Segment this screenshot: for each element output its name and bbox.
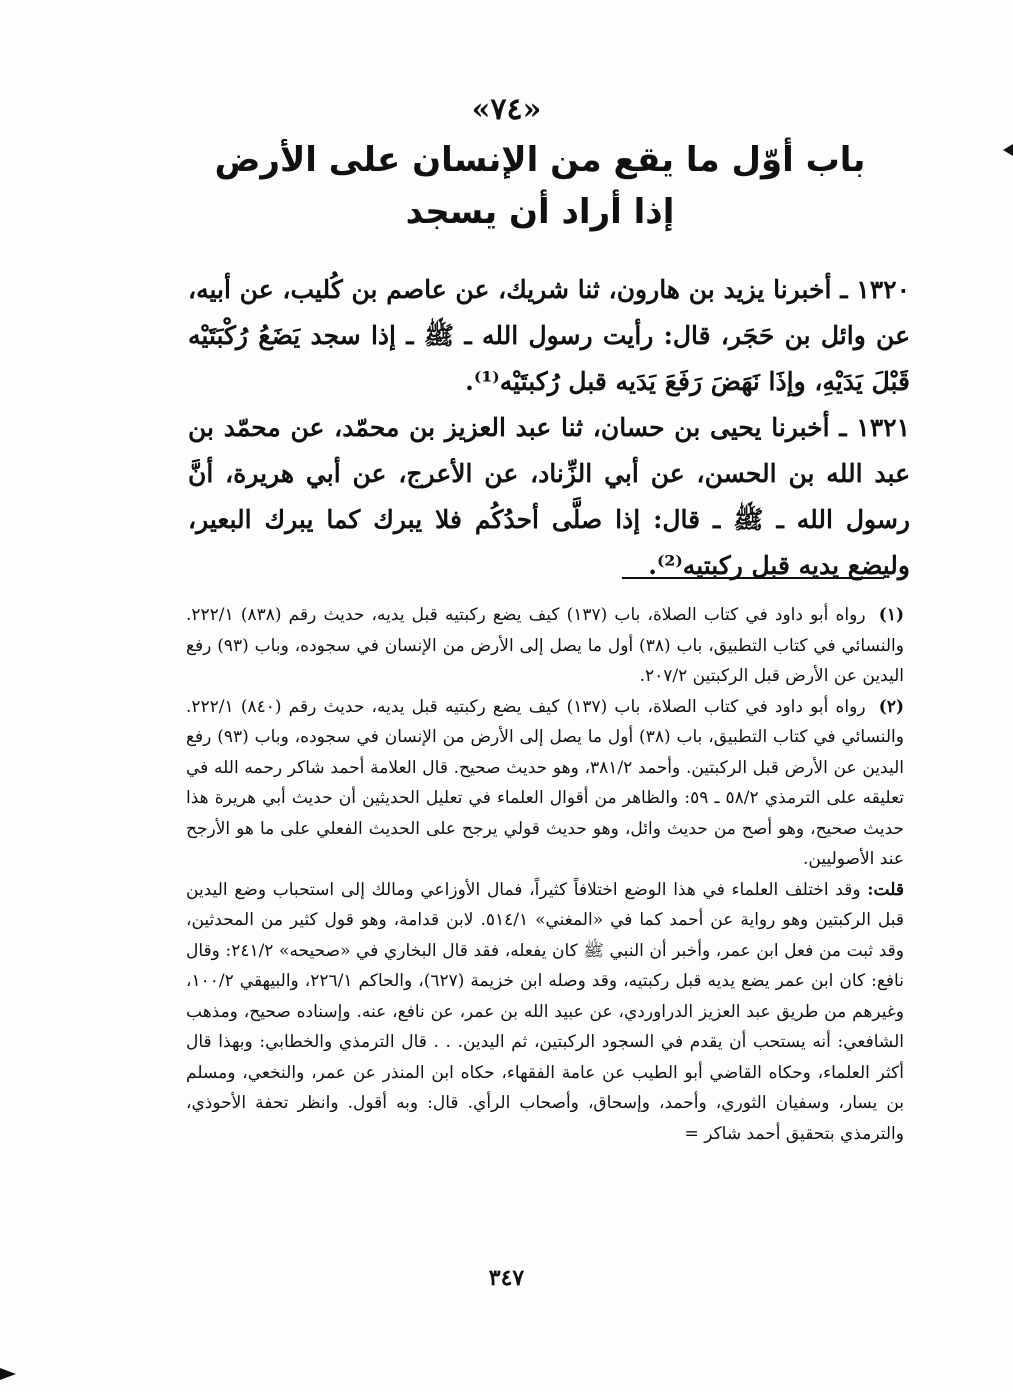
footnote-2 bbox=[186, 692, 904, 875]
scan-edge-mark bbox=[1003, 144, 1013, 156]
note-label: قلت: bbox=[867, 879, 905, 900]
footnote-text: رواه أبو داود في كتاب الصلاة، باب (١٣٧) كيف يضع ركبتيه قبل يديه، حديث رقم (٨٣٨) ٢٢٢/١. والنسائي في كتاب التطبيق، باب (٣٨) أول ما يصل إلى الأرض من الإنسان في سجوده، وباب (٩٣) رفع اليدين عن الأرض قبل الركبتين ٢٠٧/٢. bbox=[186, 605, 904, 686]
scan-edge-mark bbox=[0, 1368, 16, 1380]
page-number: ٣٤٧ bbox=[488, 1265, 525, 1291]
hadith-1320: ١٣٢٠ ـ أخبرنا يزيد بن هارون، ثنا شريك، عن عاصم بن كُليب، عن أبيه، عن وائل بن حَجَر، قال: رأيت رسول الله ـ ﷺ ـ إذا سجد يَضَعُ رُكْبَتَيْه قَبْلَ يَدَيْهِ، وإذَا نَهَضَ رَفَعَ يَدَيه قبل رُكبتَيْه⁽¹⁾. bbox=[188, 275, 910, 396]
footnote-separator bbox=[622, 577, 884, 579]
footnote-marker: (٢) bbox=[878, 696, 904, 717]
footnote-text: رواه أبو داود في كتاب الصلاة، باب (١٣٧) كيف يضع ركبتيه قبل يديه، حديث رقم (٨٤٠) ٢٢٢/١. والنسائي في كتاب التطبيق، باب (٣٨) أول ما يصل إلى الأرض من الإنسان في سجوده، وباب (٩٣) رفع اليدين عن الأرض قبل الركبتين. وأحمد ٣٨١/٢، وهو حديث صحيح. قال العلامة أحمد شاكر رحمه الله في تعليقه على الترمذي ٥٨/٢ ـ ٥٩: والظاهر من أقوال العلماء في تعليل الحديثين أن حديث أبي هريرة هذا حديث صحيح، وهو أصح من حديث وائل، وهو حديث قولي يرجح على الحديث الفعلي على ما هو الأرجح عند الأصوليين. bbox=[186, 696, 904, 869]
chapter-title: باب أوّل ما يقع من الإنسان على الأرض bbox=[214, 140, 866, 180]
editor-note bbox=[186, 875, 904, 1150]
chapter-number: «٧٤» bbox=[471, 92, 542, 127]
chapter-title-line2: إذا أراد أن يسجد bbox=[405, 192, 675, 232]
footnotes bbox=[186, 600, 904, 1149]
footnote-1 bbox=[186, 600, 904, 692]
hadith-1321: ١٣٢١ ـ أخبرنا يحيى بن حسان، ثنا عبد العزيز بن محمّد، عن محمّد بن عبد الله بن الحسن، عن أبي الزِّناد، عن الأعرج، عن أبي هريرة، أنَّ رسول الله ـ ﷺ ـ قال: إذا صلَّى أحدُكُم فلا يبرك كما يبرك البعير، وليضع يديه قبل ركبتيه⁽²⁾. bbox=[188, 413, 910, 580]
note-text: وقد اختلف العلماء في هذا الوضع اختلافاً كثيراً، فمال الأوزاعي ومالك إلى استحباب وضع اليدين قبل الركبتين وهو رواية عن أحمد كما في «المغني» ٥١٤/١. لابن قدامة، وهو قول كثير من المحدثين، وقد ثبت من فعل ابن عمر، وأخبر أن النبي ﷺ كان يفعله، فقد قال البخاري في «صحيحه» ٢٤١/٢: وقال نافع: كان ابن عمر يضع يديه قبل ركبتيه، وقد وصله ابن خزيمة (٦٢٧)، والحاكم ٢٢٦/١، والبيهقي ١٠٠/٢، وغيرهم من طريق عبد العزيز الدراوردي، عن عبيد الله بن عمر، عن نافع، عنه. وإسناده صحيح، ومذهب الشافعي: أنه يستحب أن يقدم في السجود الركبتين، ثم اليدين. . . قال الترمذي والخطابي: وبهذا قال أكثر العلماء، وحكاه القاضي أبو الطيب عن عامة الفقهاء، حكاه ابن المنذر عن عمر، والنخعي، ومسلم بن يسار، وسفيان الثوري، وأحمد، وإسحاق، وأصحاب الرأي. قال: وبه أقول. وانظر تحفة الأحوذي، والترمذي بتحقيق أحمد شاكر = bbox=[186, 879, 904, 1144]
footnote-marker: (١) bbox=[878, 605, 904, 625]
